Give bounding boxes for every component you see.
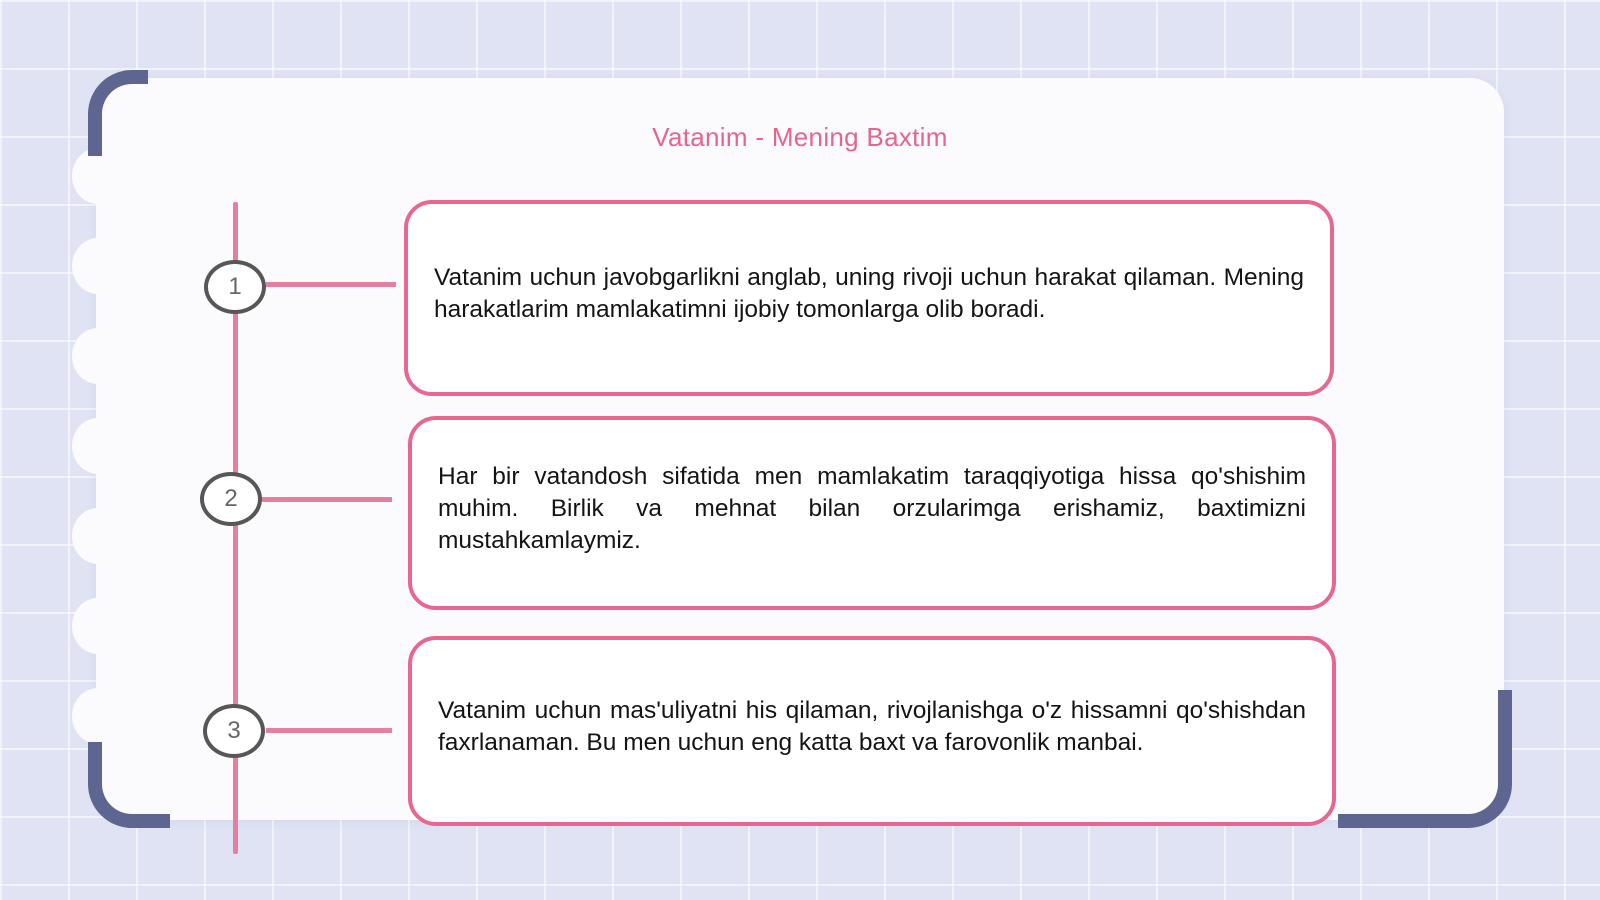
timeline-item-3: [408, 636, 1336, 826]
step-number-2: 2: [200, 472, 262, 526]
page-title: Vatanim - Mening Baxtim: [652, 122, 948, 152]
scallop-edge: [72, 328, 124, 384]
item-text-1: Vatanim uchun javobgarlikni anglab, uning rivoji uchun harakat qilaman. Mening harakatlarim mamlakatimni ijobiy tomonlarga olib boradi.: [434, 264, 1304, 323]
corner-bracket-bottom-left: [88, 742, 170, 828]
scallop-edge: [72, 148, 124, 204]
scallop-edge: [72, 688, 124, 744]
connector-line: [266, 728, 392, 733]
connector-line: [266, 282, 396, 287]
timeline-item-1: [404, 200, 1334, 396]
scallop-edge: [72, 418, 124, 474]
scallop-edge: [72, 598, 124, 654]
item-text-3: Vatanim uchun mas'uliyatni his qilaman, rivojlanishga o'z hissamni qo'shishdan faxrlanaman. Bu men uchun eng katta baxt va farovonlik manbai.: [438, 697, 1306, 756]
scallop-edge: [72, 508, 124, 564]
item-text-2: Har bir vatandosh sifatida men mamlakatim taraqqiyotiga hissa qo'shishim muhim. Birlik va mehnat bilan orzularimga erishamiz, baxtimizni mustahkamlaymiz.: [438, 463, 1306, 554]
step-number-1: 1: [204, 260, 266, 314]
scallop-edge: [72, 238, 124, 294]
timeline-item-2: [408, 416, 1336, 610]
connector-line: [262, 497, 392, 502]
corner-bracket-bottom-right: [1338, 690, 1512, 828]
step-number-3: 3: [203, 704, 265, 758]
